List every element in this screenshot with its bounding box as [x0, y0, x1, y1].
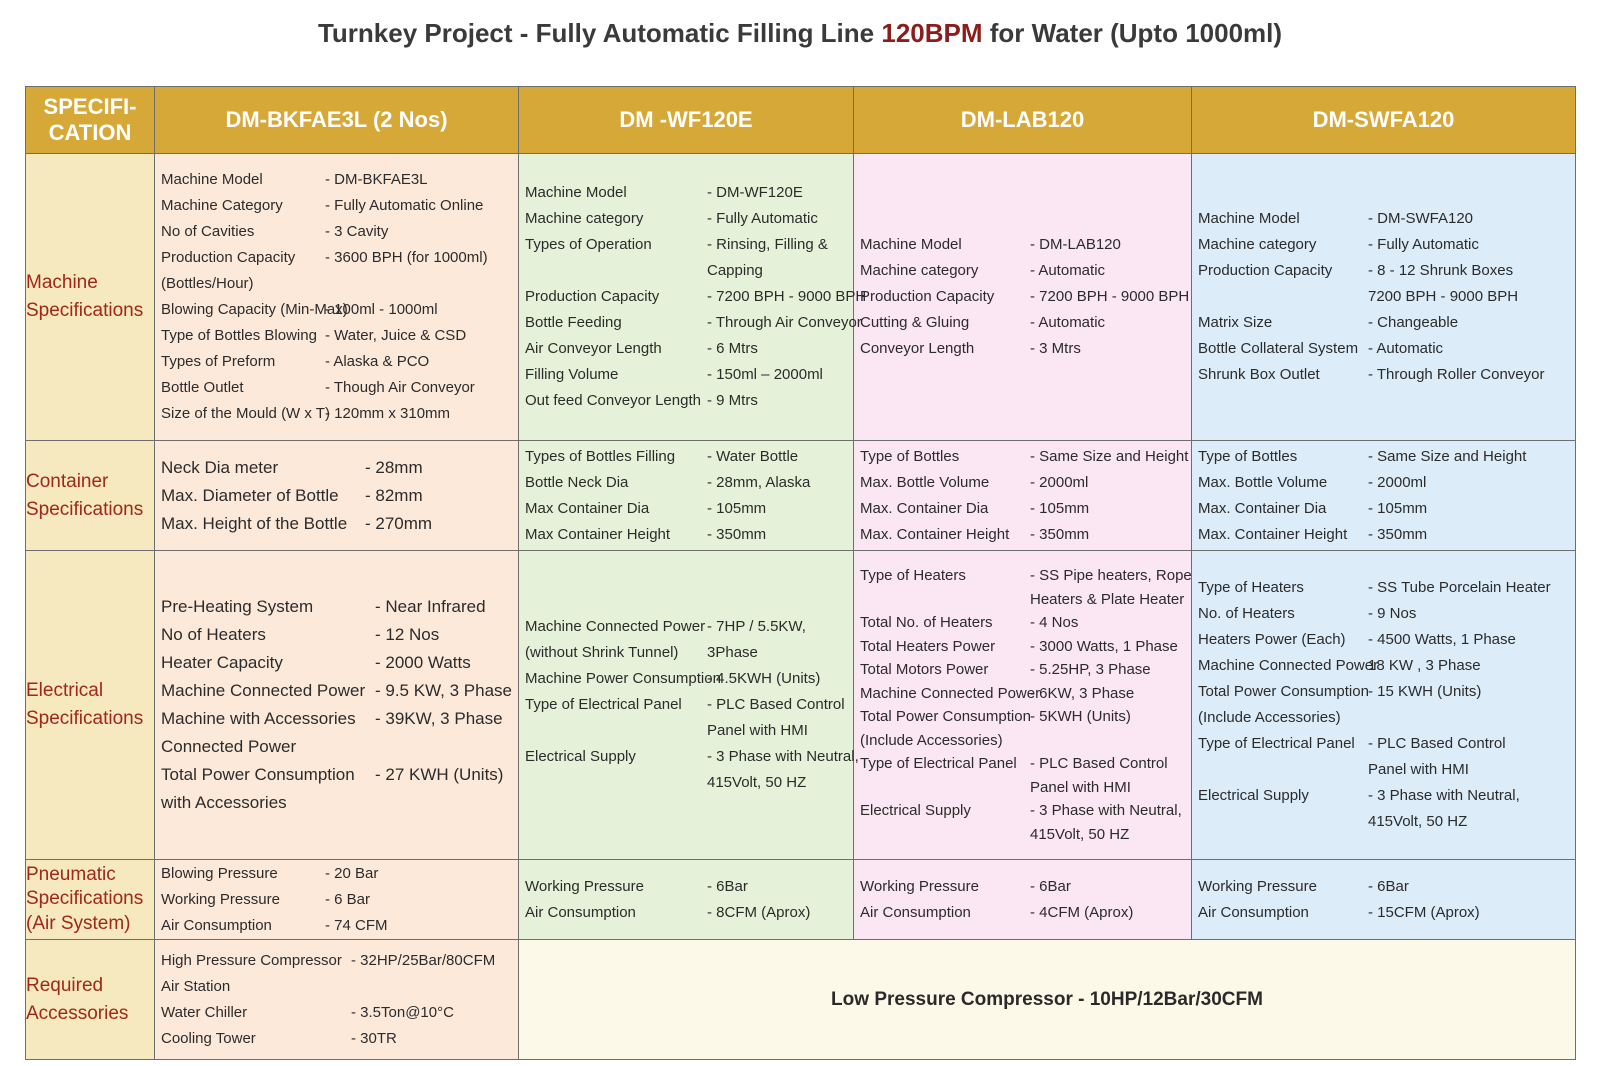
spec-value: - 6KW, 3 Phase [1030, 684, 1135, 702]
spec-value: - DM-LAB120 [1030, 236, 1121, 253]
spec-value: - Water Bottle [707, 447, 799, 465]
spec-value: - Automatic [1030, 262, 1106, 279]
spec-value: - 3.5Ton@10°C [351, 1003, 454, 1021]
spec-value: - 105mm [1030, 499, 1090, 517]
spec-key [1198, 809, 1364, 835]
spec-value: - 12 Nos [375, 625, 440, 644]
spec-value: 3Phase [707, 644, 758, 661]
spec-value [1368, 705, 1569, 731]
spec-key: Types of Bottles Filling [525, 447, 676, 465]
spec-key: Filling Volume [525, 366, 619, 383]
spec-value: - 3600 BPH (for 1000ml) [325, 249, 488, 266]
spec-key: Working Pressure [860, 877, 979, 895]
spec-key: Bottle Neck Dia [525, 473, 629, 491]
spec-key: Type of Bottles [1198, 447, 1298, 465]
row-electrical [26, 551, 1576, 860]
spec-value: - 3 Phase with Neutral, [1030, 802, 1182, 819]
pneumatic-specs-col4 [1192, 874, 1575, 926]
spec-key: Machine Connected Power [525, 618, 706, 635]
spec-key: Total Power Consumption [1198, 683, 1369, 700]
spec-key: Bottle Outlet [161, 379, 244, 396]
spec-value: - Automatic [1368, 340, 1444, 357]
spec-key: Type of Electrical Panel [525, 696, 682, 713]
spec-key: Types of Operation [525, 236, 652, 253]
spec-value: - Through Air Conveyor [707, 314, 862, 331]
container-specs-col2 [519, 444, 853, 548]
spec-key: Air Consumption [161, 916, 272, 934]
spec-value: - 28mm [365, 457, 423, 477]
spec-value: - 7HP / 5.5KW, [707, 618, 806, 635]
spec-key: Production Capacity [860, 288, 995, 305]
spec-key [525, 718, 703, 744]
header-spec-line2: CATION [48, 120, 132, 145]
spec-value: - 6 Bar [325, 890, 371, 908]
row-label-container [26, 441, 155, 551]
header-row [26, 87, 1576, 154]
title-suffix: for Water (Upto 1000ml) [982, 18, 1283, 48]
spec-value: - 350mm [1368, 525, 1428, 543]
spec-key: Heater Capacity [161, 653, 283, 672]
spec-value: - DM-SWFA120 [1368, 210, 1474, 227]
spec-key [860, 823, 1026, 847]
spec-key [525, 258, 703, 284]
header-col1: DM-BKFAE3L (2 Nos) [155, 87, 519, 154]
spec-key: Max. Bottle Volume [860, 473, 990, 491]
pneumatic-specs-col2 [519, 874, 853, 926]
spec-value: - Fully Automatic Online [325, 197, 484, 214]
spec-key: Types of Preform [161, 353, 276, 370]
spec-value: - SS Pipe heaters, Rope [1030, 567, 1192, 584]
spec-key: Cutting & Gluing [860, 314, 970, 331]
spec-value: - PLC Based Control [1368, 735, 1506, 752]
spec-key: Neck Dia meter [161, 457, 279, 477]
spec-key: Blowing Capacity (Min-Max) [161, 301, 348, 318]
spec-key: (Bottles/Hour) [161, 275, 254, 292]
spec-value: - 6 Mtrs [707, 340, 758, 357]
pneumatic-specs-col3 [854, 874, 1191, 926]
accessories-specs-col1 [155, 948, 518, 1052]
spec-value: - Changeable [1368, 314, 1459, 331]
spec-key: Machine Model [860, 236, 962, 253]
row-label-line1: Pneumatic [26, 864, 116, 886]
spec-value: - 9.5 KW, 3 Phase [375, 681, 513, 700]
row-label-accessories [26, 940, 155, 1060]
spec-key: Machine category [1198, 236, 1317, 253]
spec-value: - 15CFM (Aprox) [1368, 903, 1480, 921]
spec-value: - 105mm [707, 499, 767, 517]
spec-value: - 8 - 12 Shrunk Boxes [1368, 262, 1514, 279]
spec-key: Type of Bottles [860, 447, 960, 465]
spec-value: 415Volt, 50 HZ [1368, 813, 1468, 830]
spec-key: Machine Model [1198, 210, 1300, 227]
spec-key: Bottle Collateral System [1198, 340, 1359, 357]
header-specification [26, 87, 155, 154]
spec-key: with Accessories [161, 793, 287, 812]
machine-specs-col3 [854, 232, 1191, 362]
spec-value: - 5KWH (Units) [1030, 708, 1131, 725]
spec-key: Machine with Accessories [161, 709, 356, 728]
spec-value: - 2000 Watts [375, 653, 471, 672]
spec-key: Machine Power Consumption [525, 670, 721, 687]
row-label-pneumatic [26, 860, 155, 940]
spec-key: Machine category [860, 262, 979, 279]
electrical-specs-col3 [854, 564, 1191, 846]
spec-value: - 120mm x 310mm [325, 405, 451, 422]
spec-value: - 4.5KWH (Units) [707, 670, 821, 687]
spec-value: 7200 BPH - 9000 BPH [1368, 288, 1519, 305]
spec-table [25, 86, 1576, 1060]
spec-key: Matrix Size [1198, 314, 1273, 331]
low-pressure-compressor: Low Pressure Compressor - 10HP/12Bar/30CFM [519, 940, 1576, 1060]
row-accessories [26, 940, 1576, 1060]
spec-key: Conveyor Length [860, 340, 975, 357]
spec-key: Heaters Power (Each) [1198, 631, 1346, 648]
spec-key: Total Power Consumption [860, 708, 1031, 725]
title-prefix: Turnkey Project - Fully Automatic Filling Line [317, 18, 882, 48]
spec-key: Blowing Pressure [161, 864, 278, 882]
spec-key: Air Conveyor Length [525, 340, 662, 357]
spec-value: - Near Infrared [375, 597, 486, 616]
spec-value: - 15 KWH (Units) [1368, 683, 1482, 700]
spec-value: - 3000 Watts, 1 Phase [1030, 637, 1178, 655]
spec-value: - 105mm [1368, 499, 1428, 517]
row-label-line1: Machine [26, 272, 98, 294]
spec-key: Type of Bottles Blowing [161, 327, 317, 344]
spec-value: - 82mm [365, 485, 423, 505]
spec-value: - 27 KWH (Units) [375, 765, 504, 784]
spec-value: - 6Bar [1368, 877, 1409, 895]
spec-value: 415Volt, 50 HZ [707, 774, 807, 791]
row-label-machine [26, 154, 155, 441]
spec-value: 18 KW , 3 Phase [1368, 657, 1481, 674]
spec-value: - 3 Phase with Neutral, [707, 748, 859, 765]
spec-key: (without Shrink Tunnel) [525, 644, 679, 661]
spec-key: Air Consumption [525, 903, 636, 921]
spec-value [375, 789, 512, 817]
spec-key: No of Cavities [161, 223, 255, 240]
header-col3: DM-LAB120 [854, 87, 1192, 154]
spec-value: - 32HP/25Bar/80CFM [351, 951, 496, 969]
spec-key: Production Capacity [1198, 262, 1333, 279]
spec-value: - Alaska & PCO [325, 353, 430, 370]
spec-key: Type of Heaters [1198, 579, 1304, 596]
spec-key: Type of Electrical Panel [1198, 735, 1355, 752]
spec-key: Air Consumption [860, 903, 971, 921]
spec-value: - 9 Mtrs [707, 392, 758, 409]
page-title [0, 18, 1600, 49]
row-label-line2: Specifications [26, 708, 144, 729]
spec-key: No. of Heaters [1198, 605, 1295, 622]
spec-value: - 5.25HP, 3 Phase [1030, 661, 1151, 678]
row-label-line2: Specifications [26, 498, 144, 520]
container-specs-col3 [854, 444, 1191, 548]
row-container [26, 441, 1576, 551]
spec-key: Machine Connected Power [860, 684, 1041, 702]
spec-key [1198, 284, 1364, 310]
spec-key: Bottle Feeding [525, 314, 622, 331]
spec-key: Max Container Dia [525, 499, 650, 517]
spec-value: - 150ml – 2000ml [707, 366, 823, 383]
spec-key: Cooling Tower [161, 1029, 256, 1047]
row-label-line1: Container [26, 470, 109, 492]
spec-key: Production Capacity [161, 249, 296, 266]
spec-value: - Water, Juice & CSD [325, 327, 467, 344]
spec-value: - 9 Nos [1368, 605, 1417, 622]
spec-value: Heaters & Plate Heater [1030, 590, 1185, 608]
spec-key: (Include Accessories) [860, 731, 1003, 749]
spec-value: Panel with HMI [1368, 761, 1469, 778]
spec-key: Max. Diameter of Bottle [161, 485, 339, 505]
machine-specs-col4 [1192, 206, 1575, 388]
spec-value: - 3 Cavity [325, 223, 389, 240]
spec-key: Machine category [525, 210, 644, 227]
spec-value: - 8CFM (Aprox) [707, 903, 811, 921]
spec-key: Type of Heaters [860, 567, 966, 584]
spec-key: Out feed Conveyor Length [525, 392, 701, 409]
header-spec-line1: SPECIFI- [43, 93, 137, 119]
spec-value: - Automatic [1030, 314, 1106, 331]
machine-specs-col1 [155, 167, 518, 427]
spec-key: (Include Accessories) [1198, 709, 1341, 726]
machine-specs-col2 [519, 180, 867, 414]
spec-value: - 6Bar [1030, 877, 1071, 895]
spec-key: Working Pressure [161, 890, 280, 908]
spec-key: Electrical Supply [525, 748, 636, 765]
pneumatic-specs-col1 [155, 861, 518, 939]
spec-value: - 28mm, Alaska [707, 473, 811, 491]
spec-value: - 7200 BPH - 9000 BPH [1030, 288, 1190, 305]
spec-key: Shrunk Box Outlet [1198, 366, 1320, 383]
title-highlight: 120BPM [881, 18, 983, 48]
row-label-line2: Accessories [26, 1002, 129, 1024]
spec-key: Working Pressure [1198, 877, 1317, 895]
spec-value: - Though Air Conveyor [325, 379, 475, 396]
spec-key: Air Consumption [1198, 903, 1309, 921]
spec-value [1030, 729, 1192, 753]
spec-key: Machine Model [161, 171, 263, 188]
spec-value [351, 974, 512, 1000]
spec-value: - Same Size and Height [1368, 447, 1527, 465]
spec-value: - 350mm [707, 525, 767, 543]
spec-value: - 4500 Watts, 1 Phase [1368, 631, 1516, 648]
row-pneumatic [26, 860, 1576, 940]
row-label-line1: Electrical [26, 680, 104, 702]
spec-key: Max. Container Dia [860, 499, 989, 517]
spec-value: - 350mm [1030, 525, 1090, 543]
spec-key: No of Heaters [161, 625, 266, 644]
spec-value: - 100ml - 1000ml [325, 301, 438, 318]
spec-key: Total Heaters Power [860, 637, 996, 655]
spec-key: Total Motors Power [860, 661, 989, 678]
spec-key: Max Container Height [525, 525, 671, 543]
spec-value: Capping [707, 262, 763, 279]
spec-value: - Rinsing, Filling & [707, 236, 828, 253]
spec-value: - Through Roller Conveyor [1368, 366, 1545, 383]
row-label-line2: Specifications [26, 888, 144, 910]
spec-key [1198, 757, 1364, 783]
spec-value: Panel with HMI [707, 722, 808, 739]
electrical-specs-col4 [1192, 575, 1575, 835]
spec-key: Total Power Consumption [161, 765, 355, 784]
spec-key: Max. Container Height [1198, 525, 1348, 543]
spec-key: Connected Power [161, 737, 297, 756]
spec-value: - PLC Based Control [707, 696, 845, 713]
spec-key: Water Chiller [161, 1003, 248, 1021]
spec-value: - SS Tube Porcelain Heater [1368, 579, 1551, 596]
spec-key: Max. Container Dia [1198, 499, 1327, 517]
spec-key: Air Station [161, 977, 231, 995]
row-label-line1: Required [26, 974, 104, 996]
spec-key: Machine Category [161, 197, 283, 214]
row-machine [26, 154, 1576, 441]
spec-key: Machine Model [525, 184, 627, 201]
electrical-specs-col2 [519, 614, 859, 796]
spec-key [525, 770, 703, 796]
spec-key: Machine Connected Power [1198, 657, 1379, 674]
spec-key: Electrical Supply [1198, 787, 1309, 804]
row-label-line3: (Air System) [26, 912, 131, 934]
spec-key: Max. Bottle Volume [1198, 473, 1328, 491]
spec-value: - Fully Automatic [707, 210, 818, 227]
header-col4: DM-SWFA120 [1192, 87, 1576, 154]
container-specs-col1 [155, 454, 518, 538]
spec-key: Working Pressure [525, 877, 644, 895]
spec-value: - 2000ml [1030, 473, 1089, 491]
spec-value: - 7200 BPH - 9000 BPH [707, 288, 867, 305]
spec-value: - 3 Phase with Neutral, [1368, 787, 1520, 804]
spec-value: 415Volt, 50 HZ [1030, 825, 1130, 843]
spec-value: - 30TR [351, 1029, 397, 1047]
spec-value: - DM-BKFAE3L [325, 171, 428, 188]
spec-value: - 39KW, 3 Phase [375, 709, 503, 728]
spec-key: Machine Connected Power [161, 681, 366, 700]
spec-value: - 6Bar [707, 877, 748, 895]
spec-value: - Same Size and Height [1030, 447, 1189, 465]
spec-value: - PLC Based Control [1030, 755, 1168, 772]
spec-value: - 4 Nos [1030, 614, 1079, 631]
electrical-specs-col1 [155, 593, 518, 817]
spec-value: - 270mm [365, 513, 433, 533]
spec-key: Electrical Supply [860, 802, 971, 819]
spec-value [325, 271, 512, 297]
spec-value: - 4CFM (Aprox) [1030, 903, 1134, 921]
spec-value: - 3 Mtrs [1030, 340, 1081, 357]
spec-value: - Fully Automatic [1368, 236, 1479, 253]
spec-key: Production Capacity [525, 288, 660, 305]
spec-value: - DM-WF120E [707, 184, 803, 201]
row-label-line2: Specifications [26, 300, 144, 321]
row-label-electrical [26, 551, 155, 860]
spec-value: - 20 Bar [325, 864, 379, 882]
spec-key: Pre-Heating System [161, 597, 314, 616]
spec-key: Max. Container Height [860, 525, 1010, 543]
spec-key: Type of Electrical Panel [860, 755, 1017, 772]
spec-value: - 2000ml [1368, 473, 1427, 491]
spec-value [375, 733, 512, 761]
spec-key: High Pressure Compressor [161, 951, 342, 969]
spec-key [860, 588, 1026, 612]
spec-value: - 74 CFM [325, 916, 388, 934]
container-specs-col4 [1192, 444, 1575, 548]
spec-key: Size of the Mould (W x T) [161, 405, 330, 422]
spec-value: Panel with HMI [1030, 778, 1131, 796]
spec-key [860, 776, 1026, 800]
header-col2: DM -WF120E [519, 87, 854, 154]
spec-key: Max. Height of the Bottle [161, 513, 348, 533]
spec-key: Total No. of Heaters [860, 614, 993, 631]
